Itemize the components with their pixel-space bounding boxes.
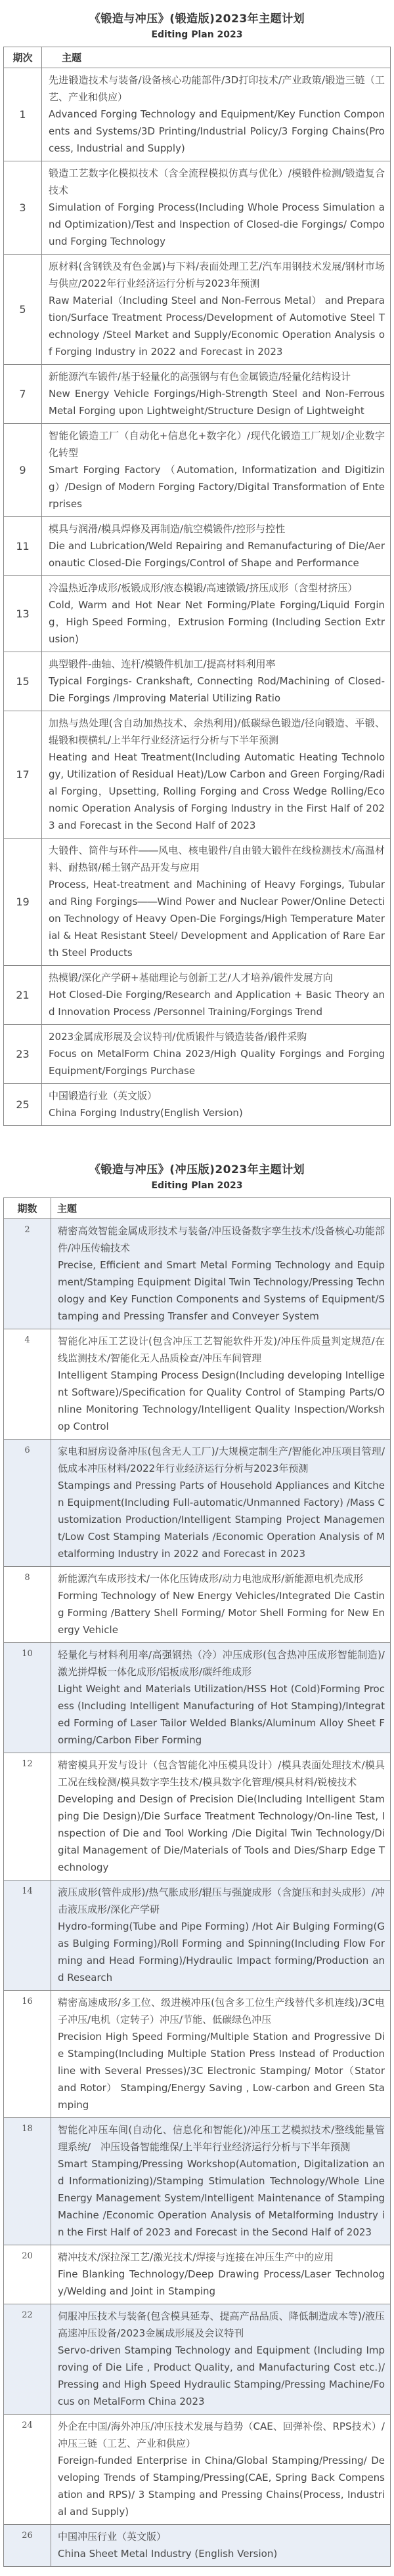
topic-text-english: Simulation of Forging Process(Including Whole Process Simulation and Optimization)/Test and Inspection of Closed-die Forgings/ Compound Forging Technology [49, 201, 385, 247]
topic-text-chinese: 伺服冲压技术与装备(包含模具延寿、提高产品品质、降低制造成本等)/液压高速冲压设备/2023金属成形展及会议特刊 [58, 2310, 385, 2339]
forging-plan-title: 《锻造与冲压》(锻造版)2023年主题计划 [89, 12, 305, 26]
table-row [4, 161, 391, 255]
table-row [4, 2415, 391, 2525]
topic-cell [51, 1991, 391, 2118]
topic-text-english: Focus on MetalForm China 2023/High Quality Forgings and Forging Equipment/Forgings Purchase [49, 1048, 385, 1077]
topic-text-english: Raw Material（Including Steel and Non-Ferrous Metal） and Preparation/Surface Treatment Process/Development of Automotive Steel Technology /Steel Market and Supply/Economic Operation Analysis of Forging Industry in 2022 and Forecast in 2023 [49, 295, 385, 358]
issue-number: 11 [4, 517, 42, 576]
issue-number: 18 [4, 2118, 51, 2245]
table-header-row [4, 1198, 391, 1219]
topic-cell [51, 1440, 391, 1567]
topic-text-chinese: 精冲技术/深拉深工艺/激光技术/焊接与连接在冲压生产中的应用 [58, 2251, 334, 2263]
topic-text-chinese: 2023金属成形展及会议特刊/优质锻件与锻造装备/锻件采购 [49, 1031, 307, 1043]
topic-cell [51, 2304, 391, 2415]
issue-number: 26 [4, 2525, 51, 2567]
topic-cell [51, 2415, 391, 2525]
topic-text-chinese: 冷温热近净成形/板锻成形/液态模锻/高速镦锻/挤压成形（含型材挤压） [49, 582, 358, 594]
topic-text-english: Precision High Speed Forming/Multiple Station and Progressive Die Stamping(Including Multiple Station Press Instead of Production line with Several Presses)/3C Electronic Stamping/ Motor（Stator and Rotor） Stamping/Energy Saving , Low-carbon and Green Stamping [58, 2031, 385, 2111]
topic-text-chinese: 精密模具开发与设计（包含智能化冲压模具设计）/模具表面处理技术/模具工况在线检测/模具数字孪生技术/模具数字化管理/模具材料/锐棱技术 [58, 1759, 385, 1788]
issue-number: 8 [4, 1567, 51, 1643]
topic-text-english: Heating and Heat Treatment(Including Automatic Heating Technology, Utilization of Residual Heat)/Low Carbon and Green Forging/Radial Forging，Upsetting, Rolling Forging and Cross Wedge Rolling/Economic Operation Analysis of Forging Industry in the First Half of 2023 and Forecast in the Second Half of 2023 [49, 751, 385, 831]
table-row [4, 1753, 391, 1880]
topic-text-chinese: 大锻件、筒件与环件――风电、核电锻件/自由锻大锻件在线检测技术/高温材料、耐热钢/稀土钢产品开发与应用 [49, 844, 385, 873]
table-row [4, 576, 391, 652]
topic-text-chinese: 智能化冲压车间(自动化、信息化和智能化)/冲压工艺模拟技术/整线能量管理系统/ 冲压设备智能维保/上半年行业经济运行分析与下半年预测 [58, 2124, 385, 2153]
topic-text-english: Servo-driven Stamping Technology and Equipment (Including Improving of Die Life , Product Quality, and Manufacturing Cost etc.)/Pressing and High Speed Hydraulic Stamping/Pressing Machine/Focus on MetalForm China 2023 [58, 2344, 385, 2407]
issue-number: 22 [4, 2304, 51, 2415]
topic-text-chinese: 精密高速成形/多工位、级进模冲压(包含多工位生产线替代多机连线)/3C电子冲压/电机（定转子）冲压/节能、低碳绿色冲压 [58, 1997, 385, 2025]
topic-cell [42, 839, 391, 966]
stamping-edition-section [3, 1160, 391, 2567]
topic-cell [42, 711, 391, 839]
topic-cell [42, 365, 391, 424]
table-row [4, 1084, 391, 1126]
topic-text-english: Hydro-forming(Tube and Pipe Forming) /Hot Air Bulging Forming(Gas Bulging Forming)/Roll Forming and Spinning(Including Flow Forming and Head Forming)/Hydraulic Impact forming/Production and Research [58, 1921, 385, 1984]
table-row [4, 517, 391, 576]
topic-text-chinese: 智能化冲压工艺设计(包含冲压工艺智能软件开发)/冲压件质量判定规范/在线监测技术/智能化无人品质检查/冲压车间管理 [58, 1335, 385, 1364]
topic-text-english: Stampings and Pressing Parts of Household Appliances and Kitchen Equipment(Including Full-automatic/Unmanned Factory) /Mass Customization Production/Intelligent Stamping Project Management/Low Cost Stamping Materials /Economic Operation Analysis of Metalforming Industry in 2022 and Forecast in 2023 [58, 1480, 385, 1560]
issue-number: 2 [4, 1219, 51, 1329]
table-row [4, 2525, 391, 2567]
topic-cell [42, 966, 391, 1025]
issue-number: 21 [4, 966, 42, 1025]
issue-column-header: 期数 [4, 1198, 51, 1219]
topic-text-english: Fine Blanking Technology/Deep Drawing Process/Laser Technology/Welding and Joint in Stamping [58, 2268, 385, 2297]
forging-plan-subtitle: Editing Plan 2023 [151, 30, 243, 40]
topic-text-english: Intelligent Stamping Process Design(Including developing Intelligent Software)/Specification for Quality Control of Stamping Parts/Online Monitoring Technology/Intelligent Quality Inspection/Workshop Control [58, 1369, 385, 1432]
table-row [4, 1025, 391, 1084]
table-row [4, 2245, 391, 2304]
table-row [4, 966, 391, 1025]
table-row [4, 2304, 391, 2415]
issue-number: 12 [4, 1753, 51, 1880]
topic-text-english: Developing and Design of Precision Die(Including Intelligent Stamping Die Design)/Die Surface Treatment Technology/On-line Test, Inspection of Die and Tool Working /Die Digital Twin Technology/Digital Management of Die/Materials of Tools and Dies/Sharp Edge Technology [58, 1793, 385, 1873]
topic-cell [51, 2118, 391, 2245]
topic-text-english: Advanced Forging Technology and Equipment/Key Function Components and Systems/3D Printing/Industrial Policy/3 Forging Chains(Process, Industrial and Supply) [49, 108, 385, 154]
issue-number: 25 [4, 1084, 42, 1126]
topic-cell [42, 161, 391, 255]
topic-text-chinese: 先进锻造技术与装备/设备核心功能部件/3D打印技术/产业政策/锻造三链（工艺、产业和供应） [49, 74, 385, 103]
stamping-plan-table [3, 1197, 391, 2567]
topic-cell [51, 2245, 391, 2304]
table-row [4, 1329, 391, 1440]
topic-text-chinese: 中国锻造行业（英文版） [49, 1090, 158, 1102]
forging-edition-section [3, 9, 391, 1126]
table-row [4, 1643, 391, 1753]
issue-number: 24 [4, 2415, 51, 2525]
table-row [4, 1219, 391, 1329]
issue-number: 1 [4, 68, 42, 161]
issue-number: 6 [4, 1440, 51, 1567]
topic-cell [51, 1329, 391, 1440]
table-header-row [4, 47, 391, 68]
table-row [4, 652, 391, 711]
topic-text-english: Light Weight and Materials Utilization/HSS Hot (Cold)Forming Process (Including Intelligent Manufacturing of Hot Stamping)/Integrated Forming of Laser Tailor Welded Blanks/Aluminum Alloy Sheet Forming/Carbon Fiber Forming [58, 1683, 385, 1746]
topic-cell [42, 517, 391, 576]
issue-number: 7 [4, 365, 42, 424]
topic-cell [42, 1084, 391, 1126]
topic-cell [51, 1219, 391, 1329]
topic-column-header: 主题 [51, 1198, 391, 1219]
topic-cell [42, 255, 391, 365]
topic-text-english: New Energy Vehicle Forgings/High-Strength Steel and Non-Ferrous Metal Forging upon Lightweight/Structure Design of Lightweight [49, 388, 385, 417]
issue-number: 19 [4, 839, 42, 966]
stamping-plan-subtitle: Editing Plan 2023 [151, 1180, 243, 1191]
issue-number: 3 [4, 161, 42, 255]
table-row [4, 1567, 391, 1643]
topic-column-header: 主题 [42, 47, 391, 68]
topic-text-chinese: 新能源汽车锻件/基于轻量化的高强钢与有色金属锻造/轻量化结构设计 [49, 371, 351, 383]
table-row [4, 2118, 391, 2245]
issue-number: 9 [4, 424, 42, 517]
topic-cell [51, 2525, 391, 2567]
topic-text-english: Foreign-funded Enterprise in China/Global Stamping/Pressing/ Developing Trends of Stamping/Pressing(CAE, Spring Back Compensation and RPS)/ 3 Stamping and Pressing Chains(Process, Industrial and Supply) [58, 2455, 385, 2518]
topic-text-chinese: 锻造工艺数字化模拟技术（含全流程模拟仿真与优化）/模锻件检测/锻造复合技术 [49, 167, 385, 196]
stamping-plan-title: 《锻造与冲压》(冲压版)2023年主题计划 [89, 1163, 305, 1176]
topic-text-chinese: 加热与热处理(含自动加热技术、余热利用)/低碳绿色锻造/径向锻造、平锻、辊锻和楔横轧/上半年行业经济运行分析与下半年预测 [49, 717, 385, 746]
topic-cell [51, 1567, 391, 1643]
topic-cell [51, 1753, 391, 1880]
topic-text-english: Forming Technology of New Energy Vehicles/Integrated Die Casting Forming /Battery Shell Forming/ Motor Shell Forming for New Energy Vehicle [58, 1590, 385, 1636]
topic-text-chinese: 精密高效智能金属成形技术与装备/冲压设备数字孪生技术/设备核心功能部件/冲压传输技术 [58, 1225, 385, 1254]
topic-text-english: Typical Forgings- Crankshaft, Connecting Rod/Machining of Closed-Die Forgings /Improving Material Utilizing Ratio [49, 675, 385, 704]
table-row [4, 711, 391, 839]
topic-cell [51, 1880, 391, 1991]
issue-number: 17 [4, 711, 42, 839]
topic-text-chinese: 智能化锻造工厂（自动化+信息化+数字化）/现代化锻造工厂规划/企业数字化转型 [49, 430, 385, 459]
table-row [4, 839, 391, 966]
topic-text-english: Hot Closed-Die Forging/Research and Application + Basic Theory and Innovation Process /Personnel Training/Forgings Trend [49, 989, 385, 1018]
topic-text-english: China Sheet Metal Industry (English Version) [58, 2548, 278, 2560]
topic-text-chinese: 液压成形(管件成形)/热气胀成形/辊压与强旋成形（含旋压和封头成形）/冲击液压成形/深化产学研 [58, 1886, 385, 1915]
topic-text-chinese: 轻量化与材料利用率/高强钢热（冷）冲压成形(包含热冲压成形智能制造)/激光拼焊板一体化成形/铝板成形/碳纤维成形 [58, 1649, 385, 1678]
topic-text-chinese: 模具与润滑/模具焊修及再制造/航空模锻件/控形与控性 [49, 523, 286, 535]
table-row [4, 1991, 391, 2118]
issue-number: 20 [4, 2245, 51, 2304]
topic-text-english: China Forging Industry(English Version) [49, 1107, 243, 1119]
topic-cell [42, 68, 391, 161]
topic-cell [42, 652, 391, 711]
issue-number: 16 [4, 1991, 51, 2118]
topic-cell [42, 424, 391, 517]
topic-text-chinese: 热模锻/深化产学研+基础理论与创新工艺/人才培养/锻件发展方向 [49, 972, 333, 984]
topic-text-english: Smart Forging Factory （Automation, Informatization and Digitizing）/Design of Modern Forging Factory/Digital Transformation of Enterprises [49, 464, 385, 510]
forging-plan-table [3, 47, 391, 1126]
issue-number: 23 [4, 1025, 42, 1084]
topic-text-chinese: 典型锻件-曲轴、连杆/模锻件机加工/提高材料利用率 [49, 658, 276, 670]
topic-text-english: Process, Heat-treatment and Machining of Heavy Forgings, Tubular and Ring Forgings――Wind Power and Nuclear Power/Online Detection Technology of Heavy Open-Die Forgings/High Temperature Material & Heat Resistant Steel/ Development and Application of Rare Earth Steel Products [49, 879, 385, 959]
topic-text-english: Cold, Warm and Hot Near Net Forming/Plate Forging/Liquid Forging，High Speed Forming，Extrusion Forming (Including Section Extrusion) [49, 599, 385, 645]
topic-text-chinese: 家电和厨房设备冲压(包含无人工厂)/大规模定制生产/智能化冲压项目管理/低成本冲压材料/2022年行业经济运行分析与2023年预测 [58, 1445, 385, 1474]
table-row [4, 1440, 391, 1567]
issue-column-header: 期次 [4, 47, 42, 68]
topic-text-chinese: 中国冲压行业（英文版） [58, 2531, 167, 2543]
issue-number: 14 [4, 1880, 51, 1991]
topic-text-english: Smart Stamping/Pressing Workshop(Automation, Digitalization and Informationizing)/Stamping Stimulation Technology/Whole Line Energy Management System/Intelligent Maintenance of Stamping Machine /Economic Operation Analysis of Metalforming Industry in the First Half of 2023 and Forecast in the Second Half of 2023 [58, 2158, 385, 2238]
table-row [4, 365, 391, 424]
issue-number: 15 [4, 652, 42, 711]
table-row [4, 68, 391, 161]
topic-text-english: Die and Lubrication/Weld Repairing and Remanufacturing of Die/Aeronautic Closed-Die Forgings/Control of Shape and Performance [49, 540, 385, 569]
issue-number: 4 [4, 1329, 51, 1440]
topic-cell [42, 1025, 391, 1084]
topic-text-english: Precise, Efficient and Smart Metal Forming Technology and Equipment/Stamping Equipment Digital Twin Technology/Pressing Technology and Key Function Components and Systems of Equipment/Stamping and Pressing Transfer and Conveyer System [58, 1259, 385, 1322]
topic-text-chinese: 新能源汽车成形技术/一体化压铸成形/动力电池成形/新能源电机壳成形 [58, 1573, 364, 1585]
table-row [4, 255, 391, 365]
table-row [4, 424, 391, 517]
table-row [4, 1880, 391, 1991]
topic-text-chinese: 原材料(含钢铁及有色金属)与下料/表面处理工艺/汽车用钢技术发展/钢材市场与供应/2022年行业经济运行分析与2023年预测 [49, 260, 385, 289]
issue-number: 10 [4, 1643, 51, 1753]
topic-cell [42, 576, 391, 652]
issue-number: 13 [4, 576, 42, 652]
topic-cell [51, 1643, 391, 1753]
issue-number: 5 [4, 255, 42, 365]
topic-text-chinese: 外企在中国/海外冲压/冲压技术发展与趋势（CAE、回弹补偿、RPS技术）/冲压三链（工艺、产业和供应） [58, 2420, 385, 2449]
